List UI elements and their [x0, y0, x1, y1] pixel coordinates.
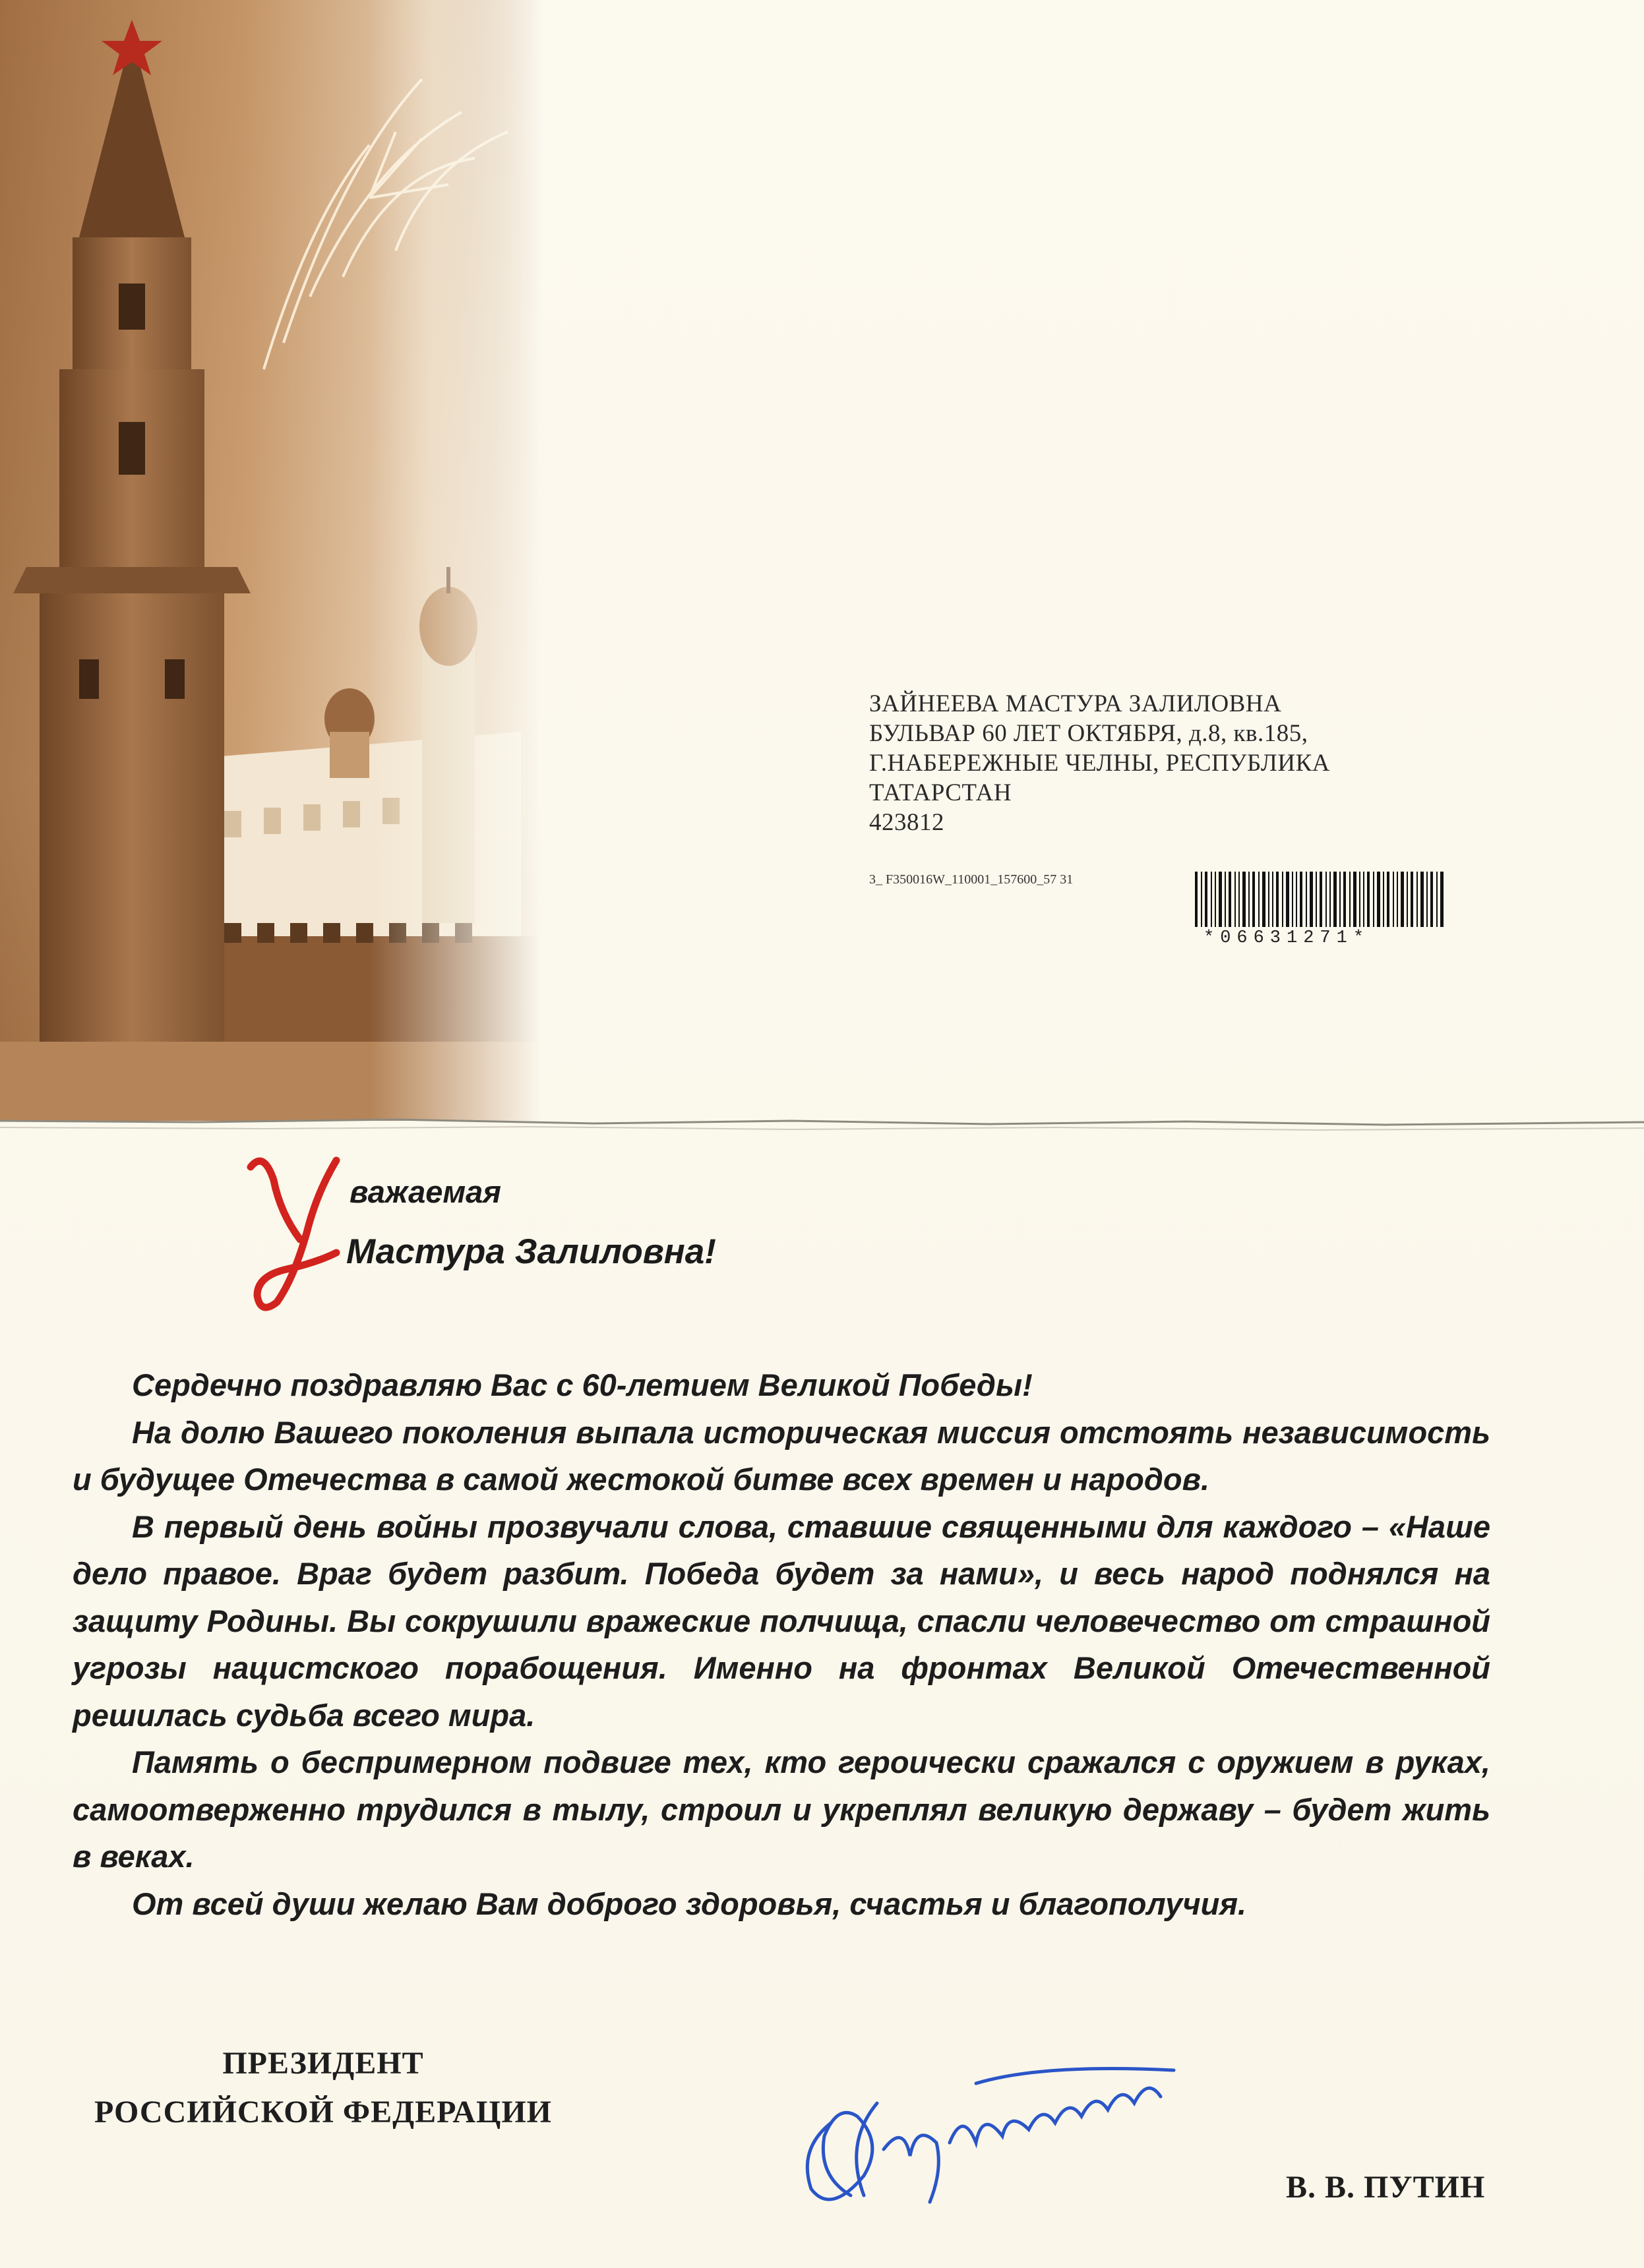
- address-line: БУЛЬВАР 60 ЛЕТ ОКТЯБРЯ, д.8, кв.185,: [869, 720, 1308, 747]
- paragraph: Память о беспримерном подвиге тех, кто героически сражался с оружием в руках, самоотверженно трудился в тылу, строил и укреплял великую державу – будет жить в веках.: [73, 1745, 1490, 1874]
- decorative-initial: [237, 1154, 356, 1312]
- salutation-name: Мастура Залиловна!: [346, 1232, 716, 1271]
- barcode: [1195, 872, 1446, 927]
- paragraph: От всей души желаю Вам доброго здоровья, счастья и благополучия.: [132, 1886, 1247, 1921]
- kremlin-illustration: [0, 0, 541, 1121]
- mail-code: 3_ F350016W_110001_157600_57 31: [869, 872, 1074, 887]
- fold-line: [0, 1113, 1644, 1139]
- salutation-line1: важаемая: [350, 1174, 501, 1209]
- paragraph: В первый день войны прозвучали слова, ставшие священными для каждого – «Наше дело правое. Враг будет разбит. Победа будет за нами», и весь народ поднялся на защиту Родины. Вы сокрушили вражеские полчища, спасли человечество от страшной угрозы нацистского порабощения. Именно на фронтах Великой Отечественной решилась судьба всего мира.: [73, 1508, 1490, 1733]
- barcode-number: *06631271*: [1203, 928, 1370, 948]
- letter-body: [73, 1361, 1490, 1927]
- paragraph: На долю Вашего поколения выпала историческая миссия отстоять независимость и будущее Отечества в самой жестокой битве всех времен и народов.: [73, 1414, 1490, 1497]
- signatory-name: В. В. ПУТИН: [1286, 2170, 1486, 2205]
- paragraph: Сердечно поздравляю Вас с 60-летием Великой Победы!: [132, 1367, 1033, 1402]
- title-line: РОССИЙСКОЙ ФЕДЕРАЦИИ: [94, 2095, 553, 2130]
- handwritten-signature: [778, 2044, 1200, 2228]
- address-line: Г.НАБЕРЕЖНЫЕ ЧЕЛНЫ, РЕСПУБЛИКА: [869, 750, 1330, 777]
- signatory-title: [53, 2039, 594, 2137]
- address-line: ЗАЙНЕЕВА МАСТУРА ЗАЛИЛОВНА: [869, 690, 1282, 717]
- address-line: ТАТАРСТАН: [869, 779, 1012, 806]
- title-line: ПРЕЗИДЕНТ: [222, 2046, 424, 2081]
- address-line: 423812: [869, 809, 944, 836]
- recipient-address: [869, 689, 1330, 837]
